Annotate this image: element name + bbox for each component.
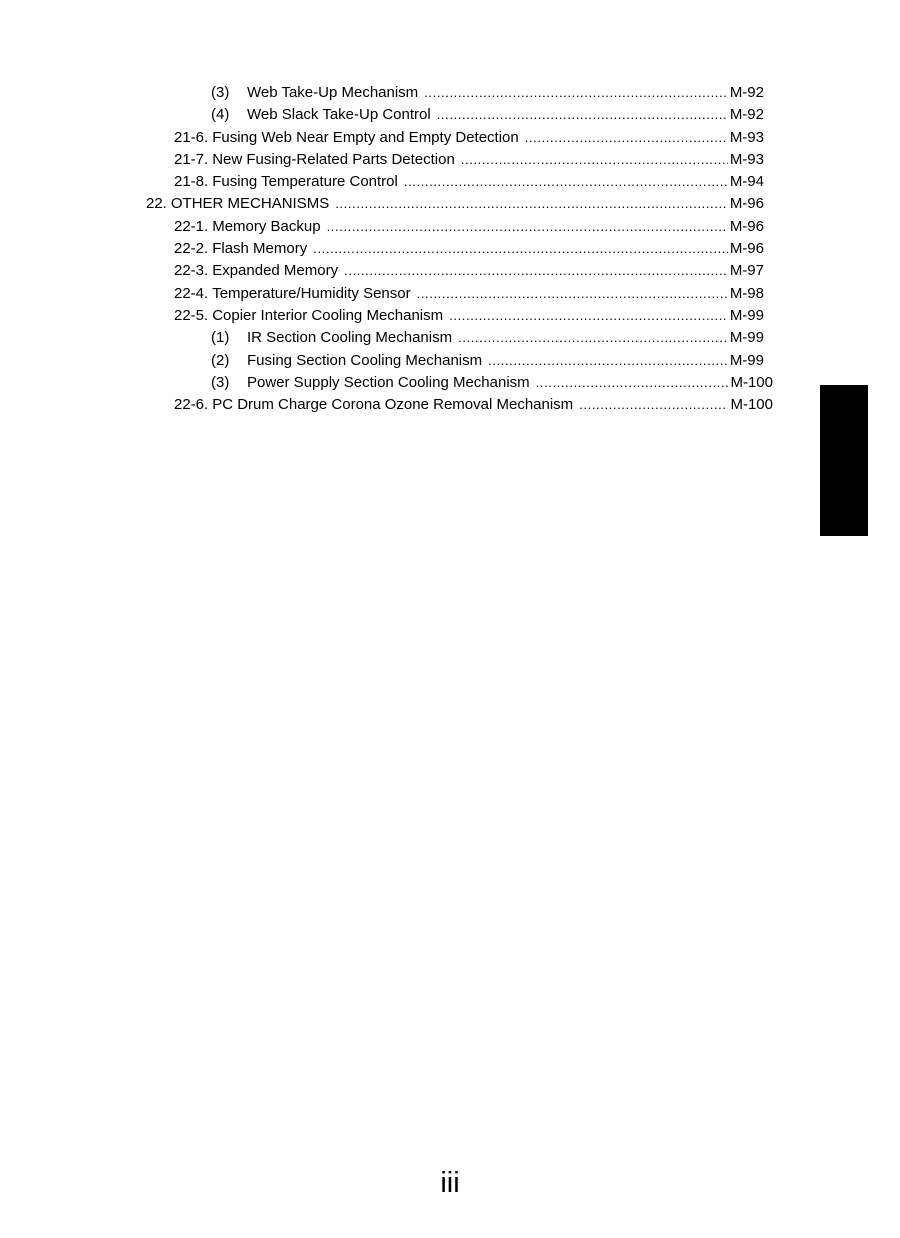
- toc-entry[interactable]: [174, 305, 764, 327]
- toc-number: 22.: [146, 195, 167, 213]
- toc-entry[interactable]: [211, 82, 764, 104]
- toc-entry[interactable]: [211, 104, 764, 126]
- toc-row[interactable]: [0, 127, 900, 149]
- toc-page-ref: M-97: [729, 262, 764, 280]
- toc-page-ref: M-98: [729, 284, 764, 302]
- toc-entry[interactable]: [174, 149, 764, 171]
- toc-page-ref: M-96: [729, 217, 764, 235]
- toc-title: Expanded Memory: [212, 262, 339, 280]
- page-number: iii: [440, 1167, 460, 1199]
- toc-dot-leader: [327, 216, 728, 238]
- toc-entry[interactable]: [174, 127, 764, 149]
- toc-dot-leader: [461, 149, 728, 171]
- toc-entry[interactable]: [211, 327, 764, 349]
- toc-dot-leader: [437, 104, 728, 126]
- toc-title: Web Slack Take-Up Control: [247, 106, 431, 124]
- toc-title: IR Section Cooling Mechanism: [247, 329, 453, 347]
- toc-row[interactable]: [0, 171, 900, 193]
- toc-title: Fusing Temperature Control: [212, 173, 398, 191]
- toc-title: Fusing Web Near Empty and Empty Detection: [212, 128, 519, 146]
- toc-title: Power Supply Section Cooling Mechanism: [247, 373, 530, 391]
- toc-title: Copier Interior Cooling Mechanism: [212, 306, 444, 324]
- toc-dot-leader: [536, 372, 729, 394]
- toc-entry[interactable]: [146, 193, 764, 215]
- toc-entry[interactable]: [174, 216, 764, 238]
- toc-page-ref: M-93: [729, 128, 764, 146]
- toc-row[interactable]: [0, 394, 900, 416]
- toc-entry[interactable]: [174, 238, 764, 260]
- toc-dot-leader: [344, 260, 728, 282]
- toc-row[interactable]: [0, 82, 900, 104]
- toc-page-ref: M-92: [729, 106, 764, 124]
- toc-title: Web Take-Up Mechanism: [247, 84, 419, 101]
- toc-title: Flash Memory: [212, 240, 308, 258]
- toc-page-ref: M-100: [730, 396, 773, 414]
- toc-page-ref: M-96: [729, 195, 764, 213]
- toc-title: PC Drum Charge Corona Ozone Removal Mechanism: [212, 396, 574, 414]
- toc-title: Fusing Section Cooling Mechanism: [247, 351, 483, 369]
- toc-dot-leader: [449, 305, 728, 327]
- toc-dot-leader: [335, 193, 728, 215]
- toc-row[interactable]: [0, 104, 900, 126]
- toc-number: 22-3.: [174, 262, 209, 280]
- toc-number: 22-2.: [174, 240, 209, 258]
- table-of-contents: [0, 82, 900, 416]
- toc-page-ref: M-99: [729, 329, 764, 347]
- toc-row[interactable]: [0, 283, 900, 305]
- toc-dot-leader: [424, 82, 728, 104]
- toc-row[interactable]: [0, 350, 900, 372]
- toc-row[interactable]: [0, 327, 900, 349]
- toc-page-ref: M-99: [729, 351, 764, 369]
- toc-dot-leader: [417, 283, 728, 305]
- toc-number: 21-7.: [174, 150, 209, 168]
- toc-row[interactable]: [0, 149, 900, 171]
- toc-entry[interactable]: [174, 283, 764, 305]
- section-tab-marker: [820, 385, 868, 536]
- toc-number: (3): [211, 84, 230, 101]
- toc-number: 22-4.: [174, 284, 209, 302]
- toc-number: 22-6.: [174, 396, 209, 414]
- toc-row[interactable]: [0, 372, 900, 394]
- toc-number: (3): [211, 373, 230, 391]
- toc-row[interactable]: [0, 260, 900, 282]
- toc-number: 22-5.: [174, 306, 209, 324]
- toc-row[interactable]: [0, 305, 900, 327]
- toc-row[interactable]: [0, 216, 900, 238]
- toc-dot-leader: [458, 327, 728, 349]
- toc-title: OTHER MECHANISMS: [170, 195, 330, 213]
- toc-row[interactable]: [0, 238, 900, 260]
- toc-row[interactable]: [0, 193, 900, 215]
- toc-page-ref: M-93: [729, 150, 764, 168]
- toc-number: 22-1.: [174, 217, 209, 235]
- toc-page-ref: M-100: [730, 373, 773, 391]
- toc-dot-leader: [313, 238, 728, 260]
- toc-title: New Fusing-Related Parts Detection: [212, 150, 455, 168]
- toc-dot-leader: [488, 350, 728, 372]
- toc-dot-leader: [579, 394, 728, 416]
- toc-number: (2): [211, 351, 230, 369]
- toc-page-ref: M-96: [729, 240, 764, 258]
- toc-page-ref: M-99: [729, 306, 764, 324]
- toc-dot-leader: [525, 127, 728, 149]
- toc-page-ref: M-92: [729, 84, 764, 101]
- toc-entry[interactable]: [174, 171, 764, 193]
- toc-entry[interactable]: [211, 372, 773, 394]
- toc-entry[interactable]: [174, 260, 764, 282]
- toc-dot-leader: [404, 171, 728, 193]
- toc-title: Temperature/Humidity Sensor: [212, 284, 411, 302]
- toc-page-ref: M-94: [729, 173, 764, 191]
- toc-number: (1): [211, 329, 230, 347]
- toc-title: Memory Backup: [212, 217, 321, 235]
- toc-number: (4): [211, 106, 230, 124]
- toc-entry[interactable]: [174, 394, 773, 416]
- toc-number: 21-6.: [174, 128, 209, 146]
- toc-entry[interactable]: [211, 350, 764, 372]
- toc-number: 21-8.: [174, 173, 209, 191]
